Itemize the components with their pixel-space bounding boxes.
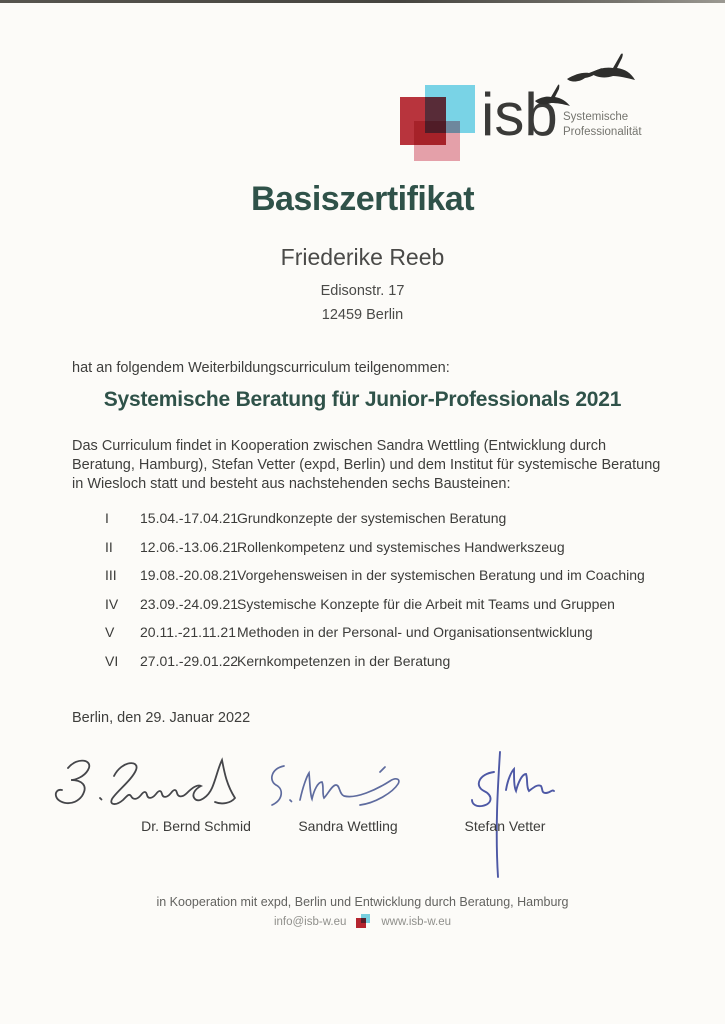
module-row: [105, 567, 665, 583]
module-row: [105, 596, 665, 612]
module-date: 19.08.-20.08.21: [140, 567, 239, 583]
logo-tagline-line1: Systemische: [563, 111, 629, 123]
isb-mini-logo-icon: [356, 914, 371, 929]
module-date: 23.09.-24.09.21: [140, 595, 239, 612]
module-numeral: II: [105, 538, 113, 555]
module-list: [105, 510, 665, 681]
module-title: Kernkompetenzen in der Beratung: [237, 652, 451, 669]
signatory-name-schmid: Dr. Bernd Schmid: [141, 818, 251, 834]
recipient-city: 12459 Berlin: [321, 307, 404, 323]
logo-red-square: [400, 97, 446, 145]
module-numeral: I: [105, 510, 109, 526]
signature-bernd-schmid: [48, 752, 263, 824]
recipient-street: Edisonstr. 17: [320, 283, 405, 299]
module-date: 15.04.-17.04.21: [140, 510, 239, 526]
cooperation-note: in Kooperation mit expd, Berlin und Entwicklung durch Beratung, Hamburg: [156, 895, 569, 909]
flying-geese-icon: [525, 53, 645, 115]
contact-website: www.isb-w.eu: [381, 915, 452, 928]
module-title: Vorgehensweisen in der systemischen Beratung und im Coaching: [237, 567, 645, 583]
footer-contact: [0, 914, 725, 929]
logo-tagline-line2: Professionalität: [563, 125, 642, 138]
module-title: Methoden in der Personal- und Organisationsentwicklung: [237, 624, 593, 640]
certificate-title: Basiszertifikat: [250, 180, 475, 218]
logo-tagline: [563, 110, 642, 140]
isb-logo: [395, 55, 645, 165]
contact-email: info@isb-w.eu: [273, 915, 347, 928]
module-date: 12.06.-13.06.21: [140, 538, 239, 555]
module-numeral: IV: [105, 595, 119, 612]
place-and-date: Berlin, den 29. Januar 2022: [72, 710, 251, 726]
isb-wordmark: isb: [481, 81, 558, 148]
module-title: Systemische Konzepte für die Arbeit mit Teams und Gruppen: [237, 595, 615, 612]
module-date: 27.01.-29.01.22: [140, 652, 239, 669]
course-title: Systemische Beratung für Junior-Professionals 2021: [103, 388, 622, 411]
module-title: Rollenkompetenz und systemisches Handwerkszeug: [237, 538, 565, 555]
module-date: 20.11.-21.11.21: [140, 624, 237, 640]
mini-logo-cyan-square: [361, 914, 370, 923]
signature-sandra-wettling: [262, 758, 407, 820]
signature-stefan-vetter: [448, 744, 563, 884]
module-row: [105, 653, 665, 669]
module-row: [105, 510, 665, 526]
module-row: [105, 624, 665, 640]
course-description: Das Curriculum findet in Kooperation zwischen Sandra Wettling (Entwicklung durch Beratung, Hamburg), Stefan Vetter (expd, Berlin) und dem Institut für systemische Beratung in Wiesloch statt und besteht aus nachstehenden sechs Bausteinen:: [72, 438, 661, 493]
module-title: Grundkonzepte der systemischen Beratung: [237, 510, 507, 526]
intro-line: hat an folgendem Weiterbildungscurriculum teilgenommen:: [72, 360, 450, 376]
module-numeral: VI: [105, 652, 119, 669]
signatory-name-wettling: Sandra Wettling: [298, 818, 398, 834]
module-numeral: V: [105, 624, 115, 640]
module-numeral: III: [105, 567, 117, 583]
recipient-name: Friederike Reeb: [280, 244, 445, 270]
signatory-name-vetter: Stefan Vetter: [464, 818, 546, 834]
module-row: [105, 539, 665, 555]
scan-edge-artifact: [0, 0, 725, 3]
